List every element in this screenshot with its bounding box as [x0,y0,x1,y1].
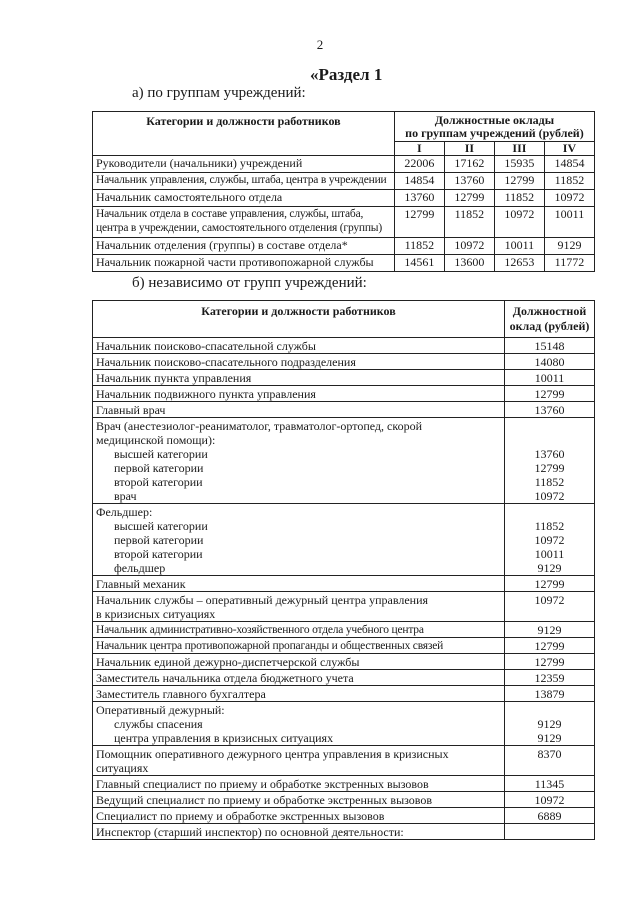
row-value: 14854 [394,173,444,190]
row-name: Начальник самостоятельного отдела [93,190,395,207]
table-row [93,808,595,824]
row-value: 11345 [505,776,595,792]
row-name: Начальник пожарной части противопожарной службы [93,255,395,272]
row-name: Начальник пункта управления [93,370,505,386]
row-name: Заместитель начальника отдела бюджетного учета [93,670,505,686]
duty-group: Оперативный дежурный: службы спасения центра управления в кризисных ситуациях [93,702,505,746]
row-value [505,824,595,840]
table-row [93,207,595,238]
table-row [93,504,595,576]
row-value: 8370 [505,746,595,776]
part-a-heading: а) по группам учреждений: [132,85,306,101]
table-row [93,370,595,386]
page-number: 2 [316,37,324,52]
row-name: Начальник поисково-спасательного подразделения [93,354,505,370]
table-row [93,746,595,776]
table-row [93,338,595,354]
row-name: Ведущий специалист по приему и обработке экстренных вызовов [93,792,505,808]
row-value: 11852 [394,238,444,255]
row-name: Начальник поисково-спасательной службы [93,338,505,354]
table-a-header-category: Категории и должности работников [93,112,395,156]
table-row [93,638,595,654]
row-name: Начальник управления, службы, штаба, центра в учреждении [93,173,395,190]
table-row [93,776,595,792]
row-value: 11772 [544,255,594,272]
table-row [93,238,595,255]
part-b-heading: б) независимо от групп учреждений: [132,275,367,291]
row-value: 13760 [505,402,595,418]
row-value: 15148 [505,338,595,354]
row-value: 12799 [505,654,595,670]
row-value: 10972 [544,190,594,207]
table-b-header-category: Категории и должности работников [93,301,505,338]
table-row [93,576,595,592]
row-value: 13879 [505,686,595,702]
row-value: 10011 [544,207,594,238]
table-row [93,592,595,622]
group-iv-header: IV [544,141,594,155]
table-row [93,386,595,402]
group-i-header: I [394,141,444,155]
row-value: 12799 [505,386,595,402]
row-name: Главный специалист по приему и обработке экстренных вызовов [93,776,505,792]
row-value: 12799 [444,190,494,207]
doctor-values: 13760 12799 11852 10972 [505,418,595,504]
row-value: 10972 [494,207,544,238]
row-name: Начальник подвижного пункта управления [93,386,505,402]
row-value: 13760 [444,173,494,190]
table-row [93,792,595,808]
row-name: Главный механик [93,576,505,592]
row-value: 9129 [544,238,594,255]
table-row [93,824,595,840]
table-row [93,156,595,173]
row-value: 6889 [505,808,595,824]
row-name: Главный врач [93,402,505,418]
section-title: «Раздел 1 [310,65,383,84]
feldsher-group: Фельдшер: высшей категории первой категории второй категории фельдшер [93,504,505,576]
row-value: 10972 [444,238,494,255]
row-value: 14854 [544,156,594,173]
table-row [93,354,595,370]
row-name: Руководители (начальники) учреждений [93,156,395,173]
group-iii-header: III [494,141,544,155]
salary-table-independent [92,300,595,840]
table-row [93,402,595,418]
row-value: 12653 [494,255,544,272]
table-row [93,418,595,504]
row-name: Начальник единой дежурно-диспетчерской службы [93,654,505,670]
salary-table-by-groups [92,111,595,272]
row-value: 11852 [494,190,544,207]
row-value: 10972 [505,592,595,622]
row-name: Начальник центра противопожарной пропаганды и общественных связей [93,638,505,654]
row-value: 14561 [394,255,444,272]
row-value: 14080 [505,354,595,370]
row-value: 13600 [444,255,494,272]
group-ii-header: II [444,141,494,155]
row-value: 17162 [444,156,494,173]
table-row [93,173,595,190]
duty-values: 9129 9129 [505,702,595,746]
row-name: Начальник административно-хозяйственного отдела учебного центра [93,622,505,638]
table-row [93,190,595,207]
row-value: 10011 [505,370,595,386]
table-a-header-salary: Должностные оклады по группам учреждений (рублей) [394,112,594,142]
row-value: 22006 [394,156,444,173]
row-value: 13760 [394,190,444,207]
row-value: 12359 [505,670,595,686]
row-name: Помощник оперативного дежурного центра управления в кризисных ситуациях [93,746,505,776]
row-value: 12799 [505,576,595,592]
row-value: 12799 [394,207,444,238]
row-name: Инспектор (старший инспектор) по основной деятельности: [93,824,505,840]
row-name: Начальник отдела в составе управления, службы, штаба, центра в учреждении, самостоятельного отделения (группы) [93,207,395,238]
feldsher-values: 11852 10972 10011 9129 [505,504,595,576]
table-row [93,702,595,746]
row-name: Заместитель главного бухгалтера [93,686,505,702]
table-row [93,654,595,670]
row-value: 15935 [494,156,544,173]
row-value: 10972 [505,792,595,808]
row-name: Начальник службы – оперативный дежурный центра управления в кризисных ситуациях [93,592,505,622]
row-name: Специалист по приему и обработке экстренных вызовов [93,808,505,824]
table-row [93,670,595,686]
row-value: 11852 [444,207,494,238]
row-value: 9129 [505,622,595,638]
row-value: 12799 [494,173,544,190]
row-value: 12799 [505,638,595,654]
table-row [93,622,595,638]
table-b-header-salary: Должностной оклад (рублей) [505,301,595,338]
row-name: Начальник отделения (группы) в составе отдела* [93,238,395,255]
table-row [93,255,595,272]
row-value: 11852 [544,173,594,190]
doctor-group: Врач (анестезиолог-реаниматолог, травматолог-ортопед, скорой медицинской помощи): высшей категории первой категории второй категории врач [93,418,505,504]
row-value: 10011 [494,238,544,255]
table-row [93,686,595,702]
